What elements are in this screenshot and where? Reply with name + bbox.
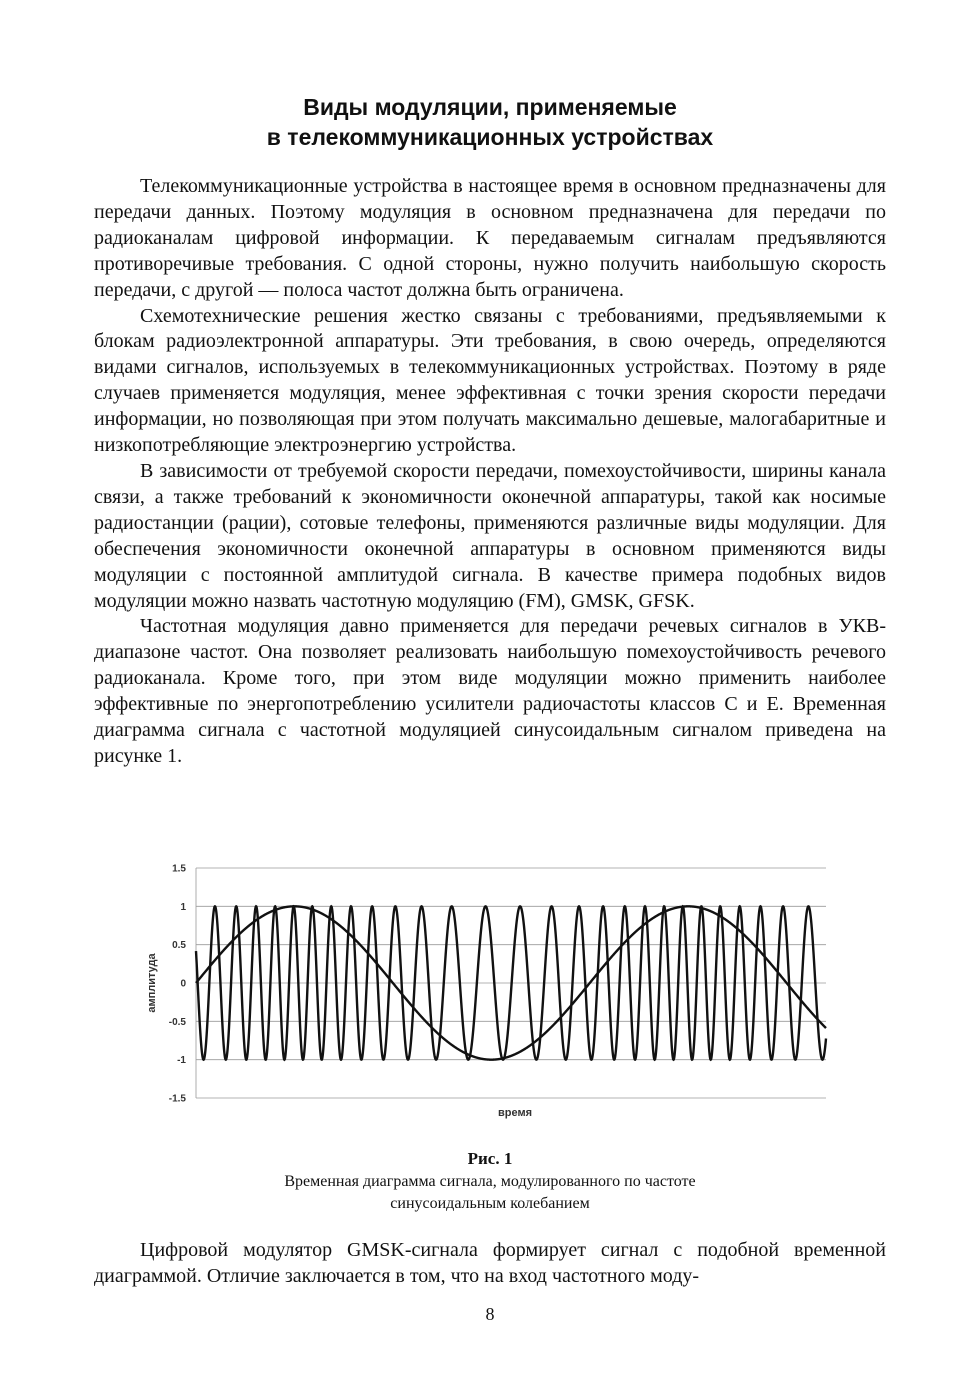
paragraph: В зависимости от требуемой скорости передачи, помехоустойчивости, ширины канала связи, а также требований к экономичности оконечной аппаратуры, такой как носимые радиостанции (рации), сотовые телефоны, применяются различные виды модуляции. Для обеспечения экономичности оконечной аппаратуры в основном применяются виды модуляции с постоянной амплитудой сигнала. В качестве примера подобных видов модуляции можно назвать частотную модуляцию (FM), GMSK, GFSK. [94,459,886,612]
paragraph: Схемотехнические решения жестко связаны с требованиями, предъявляемыми к блокам радиоэлектронной аппаратуры. Эти требования, в свою очередь, определяются видами сигналов, используемых в телекоммуникационных устройствах. Поэтому в ряде случаев применяется модуляция, менее эффективная с точки зрения скорости передачи информации, но позволяющая при этом получать максимально дешевые, малогабаритные и низкопотребляющие электроэнергию устройства. [94,304,886,457]
paragraph: Цифровой модулятор GMSK-сигнала формирует сигнал с подобной временной диаграммой. Отличие заключается в том, что на вход частотного моду- [94,1239,886,1287]
page-title [0,92,980,152]
figure-caption-line-2: синусоидальным колебанием [390,1195,590,1212]
body-text [94,174,886,770]
figure-1-chart [146,858,840,1130]
page-title-line-1: Виды модуляции, применяемые [303,94,677,120]
figure-label: Рис. 1 [467,1149,513,1168]
y-tick-label: 1 [180,901,186,913]
page-number: 8 [485,1304,495,1324]
figure-caption-line-1: Временная диаграмма сигнала, модулированного по частоте [284,1173,696,1190]
y-tick-labels [169,864,187,1105]
fm-signal-chart [146,858,840,1130]
y-axis-label: амплитуда [146,953,158,1013]
y-tick-label: 1.5 [172,863,186,875]
bottom-text [94,1237,886,1289]
y-tick-label: -1.5 [168,1093,186,1105]
y-tick-label: 0 [180,978,186,990]
y-tick-label: -0.5 [168,1016,186,1028]
x-axis-label: время [497,1107,533,1119]
figure-caption [0,1148,980,1214]
y-tick-label: -1 [177,1055,186,1067]
paragraph: Частотная модуляция давно применяется для передачи речевых сигналов в УКВ-диапазоне частот. Она позволяет реализовать наибольшую помехоустойчивость речевого радиоканала. Кроме того, при этом виде модуляции можно применить наиболее эффективные по энергопотреблению усилители радиочастоты классов С и Е. Временная диаграмма сигнала с частотной модуляцией синусоидальным сигналом приведена на рисунке 1. [94,615,886,767]
page-title-line-2: в телекоммуникационных устройствах [266,124,714,150]
y-tick-label: 0.5 [172,940,186,952]
paragraph: Телекоммуникационные устройства в настоящее время в основном предназначены для передачи данных. Поэтому модуляция в основном предназначена для передачи по радиоканалам цифровой информации. К передаваемым сигналам предъявляются противоречивые требования. С одной стороны, нужно получить наибольшую скорость передачи, с другой — полоса частот должна быть ограничена. [94,175,886,301]
